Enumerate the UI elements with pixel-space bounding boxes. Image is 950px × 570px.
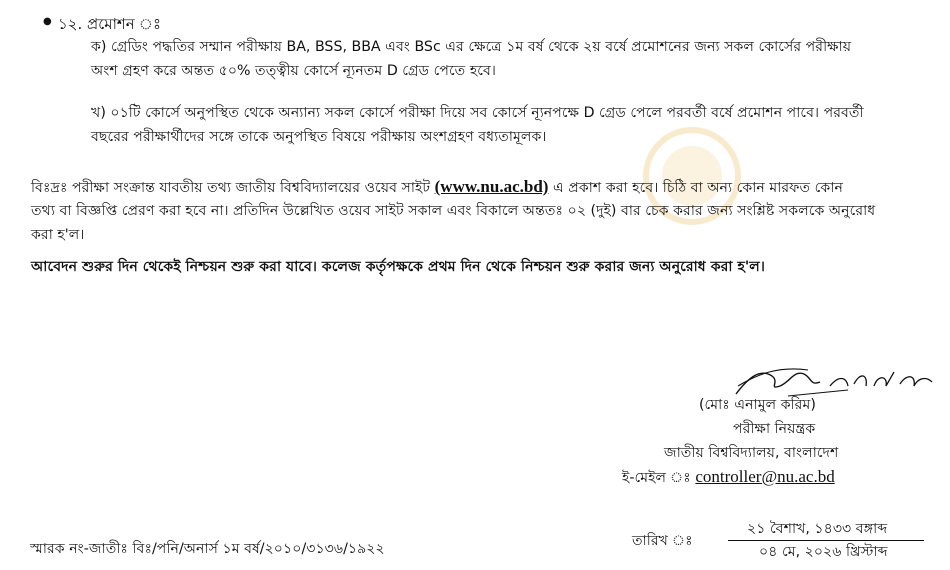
signatory-designation: পরীক্ষা নিয়ন্ত্রক xyxy=(733,421,816,437)
signatory-email-row xyxy=(622,466,835,489)
notice-line-4: আবেদন শুরুর দিন থেকেই নিশ্চয়ন শুরু করা যাবে। কলেজ কর্তৃপক্ষকে প্রথম দিন থেকে নিশ্চয়ন শুরু করার জন্য অনুরোধ করা হ'ল। xyxy=(31,259,765,275)
signatory-organization: জাতীয় বিশ্ববিদ্যালয়, বাংলাদেশ xyxy=(664,445,839,461)
memo-number: স্মারক নং-জাতীঃ বিঃ/পনি/অনার্স ১ম বর্ষ/২০১০/৩১৩৬/১৯২২ xyxy=(30,541,385,557)
date-english: ০৪ মে, ২০২৬ খ্রিস্টাব্দ xyxy=(759,544,888,560)
item-b-line-2: বছরের পরীক্ষার্থীদের সঙ্গে তাকে অনুপস্থিত বিষয়ে পরীক্ষায় অংশগ্রহণ বধ্যতামূলক। xyxy=(91,129,547,145)
email-link[interactable]: controller@nu.ac.bd xyxy=(695,467,835,486)
signatory-name: (মোঃ এনামুল করিম) xyxy=(699,397,816,413)
bullet-dot: ● xyxy=(43,16,52,27)
item-a-line-2: অংশ গ্রহণ করে অন্তত ৫০% তত্ত্বীয় কোর্সে ন্যূনতম D গ্রেড পেতে হবে। xyxy=(91,63,496,79)
notice-line-2: তথ্য বা বিজ্ঞপ্তি প্রেরণ করা হবে না। প্রতিদিন উল্লেখিত ওয়েব সাইট সকাল এবং বিকালে অন্ততঃ ০২ (দুই) বার চেক করার জন্য সংশ্লিষ্ট সকলকে অনুরোধ xyxy=(31,203,876,219)
date-label: তারিখ ঃ xyxy=(632,533,693,549)
notice-suffix-text: এ প্রকাশ করা হবে। চিঠি বা অন্য কোন মারফত কোন xyxy=(548,180,843,196)
email-label: ই-মেইল ঃ xyxy=(622,470,696,486)
notice-line-1 xyxy=(31,176,843,199)
notice-prefix-text: বিঃদ্রঃ পরীক্ষা সংক্রান্ত যাবতীয় তথ্য জাতীয় বিশ্ববিদ্যালয়ের ওয়েব সাইট xyxy=(31,180,435,196)
notice-line-3: করা হ'ল। xyxy=(31,227,85,243)
item-b-line-1: খ) ০১টি কোর্সে অনুপস্থিত থেকে অন্যান্য সকল কোর্সে পরীক্ষা দিয়ে সব কোর্সে ন্যূনপক্ষে D গ্রেড পেলে পরবর্তী বর্ষে প্রমোশন পাবে। পরবর্তী xyxy=(91,105,864,121)
section-title: ১২. প্রমোশন ঃ xyxy=(58,15,161,33)
item-a-line-1: ক) গ্রেডিং পদ্ধতির সম্মান পরীক্ষায় BA, BSS, BBA এবং BSc এর ক্ষেত্রে ১ম বর্ষ থেকে ২য় বর্ষে প্রমোশনের জন্য সকল কোর্সের পরীক্ষায় xyxy=(91,39,852,55)
date-bangla: ২১ বৈশাখ, ১৪৩৩ বঙ্গাব্দ xyxy=(747,521,888,537)
website-link[interactable]: (www.nu.ac.bd) xyxy=(434,177,549,196)
